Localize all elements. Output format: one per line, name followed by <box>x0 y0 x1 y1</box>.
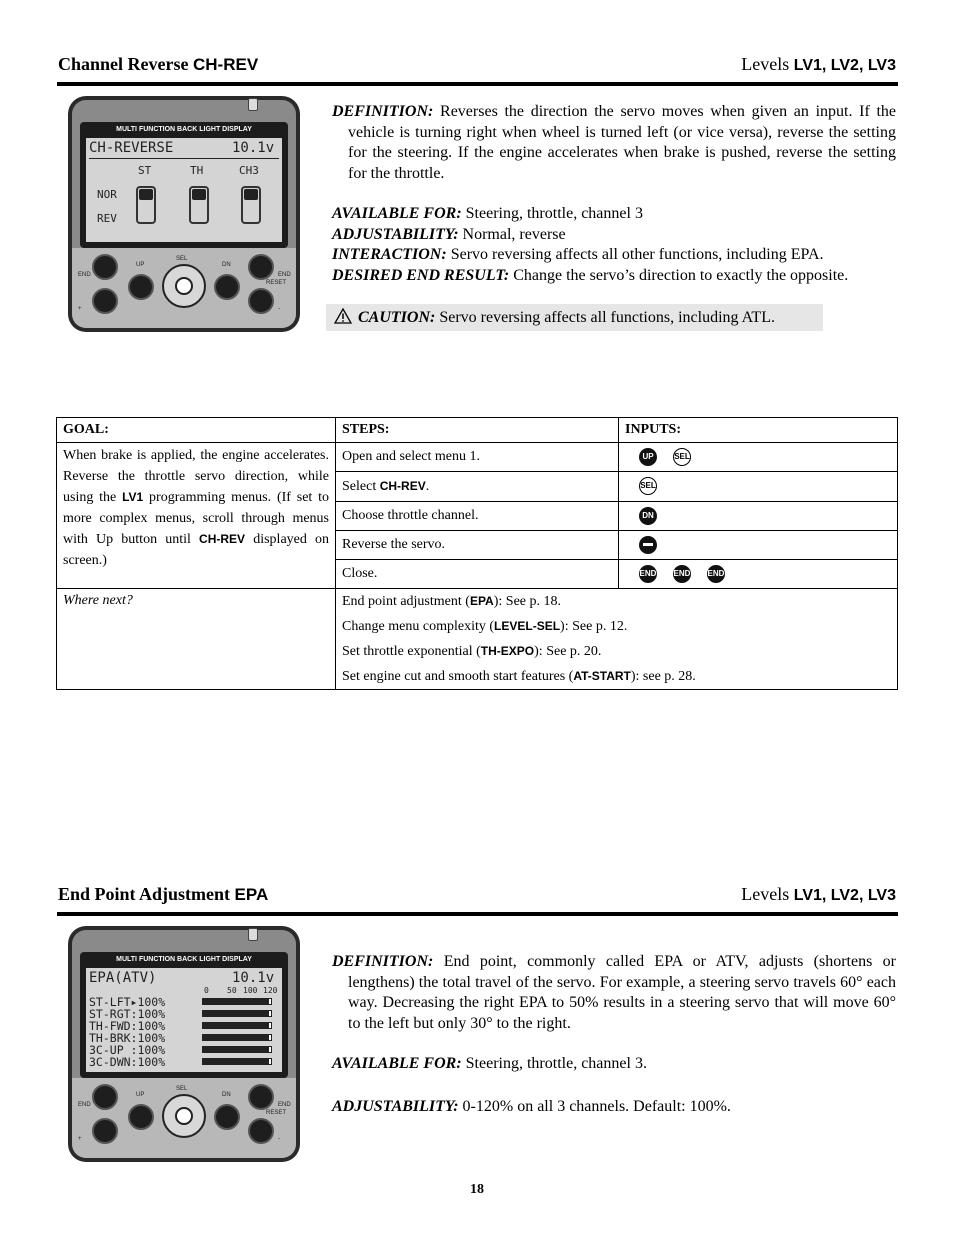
keypad <box>72 248 296 328</box>
plus-key <box>92 288 118 314</box>
epa-bar <box>202 1058 268 1065</box>
available-text: Steering, throttle, channel 3 <box>465 205 643 222</box>
end-key-right-label: END <box>278 1102 291 1108</box>
epa-bar <box>202 1034 268 1041</box>
epa-bar-tip <box>268 998 272 1005</box>
levels-code: LV1, LV2, LV3 <box>793 887 896 904</box>
epa-bar-tip <box>268 1058 272 1065</box>
scale-120: 120 <box>263 986 278 995</box>
step-text: Open and select menu 1. <box>336 443 619 472</box>
step-code: CH-REV <box>379 479 426 493</box>
desired-line <box>332 266 896 287</box>
end-button-icon: END <box>707 565 725 583</box>
header-steps: STEPS: <box>336 418 619 443</box>
epa-bar <box>202 1046 268 1053</box>
minus-key-label: - <box>278 306 280 312</box>
lcd-epa-rows <box>89 996 165 1068</box>
dn-key-label: DN <box>222 1092 231 1098</box>
lcd-screen <box>86 968 282 1072</box>
epa-bar <box>202 1010 268 1017</box>
step-inputs <box>619 443 898 472</box>
sel-key-label: SEL <box>176 256 188 262</box>
epa-description <box>332 952 896 1117</box>
step-text: Reverse the servo. <box>336 531 619 560</box>
available-text: Steering, throttle, channel 3. <box>465 1055 647 1072</box>
minus-key <box>248 288 274 314</box>
lcd-menu-bar: MULTI FUNCTION BACK LIGHT DISPLAY <box>116 126 252 133</box>
available-label: AVAILABLE FOR: <box>332 1055 462 1072</box>
item-suffix: ): See p. 12. <box>560 619 628 634</box>
goal-steps-table <box>56 417 898 690</box>
table-row <box>57 443 898 472</box>
switch-th <box>189 186 209 224</box>
levels-label-1 <box>741 54 896 75</box>
lcd-frame <box>80 122 288 248</box>
desired-label: DESIRED END RESULT: <box>332 266 510 284</box>
lcd-col-st: ST <box>138 164 152 177</box>
title-code: EPA <box>234 885 269 904</box>
minus-key <box>248 1118 274 1144</box>
adjust-label: ADJUSTABILITY: <box>332 1097 459 1115</box>
warning-icon <box>334 308 352 324</box>
where-next-label: Where next? <box>57 589 336 690</box>
item-code: AT-START <box>573 669 631 683</box>
title-code: CH-REV <box>192 55 259 74</box>
caution-text: Servo reversing affects all functions, including ATL. <box>439 309 775 326</box>
where-next-list <box>336 589 898 690</box>
definition-label: DEFINITION: <box>332 953 434 970</box>
list-item: TH-FWD:100% <box>89 1019 166 1033</box>
list-item <box>342 664 891 689</box>
title-text: End Point Adjustment <box>58 884 231 904</box>
end-key <box>92 254 118 280</box>
desired-text: Change the servo’s direction to exactly the opposite. <box>513 266 849 284</box>
step-inputs <box>619 502 898 531</box>
sel-key-label: SEL <box>176 1086 188 1092</box>
section-title-epa <box>58 884 268 905</box>
end-key-right <box>248 254 274 280</box>
transmitter-illustration <box>68 96 300 332</box>
goal-code-ch-rev: CH-REV <box>199 532 246 546</box>
end-key-label: END <box>78 272 91 278</box>
levels-text: Levels <box>741 54 790 74</box>
lcd-col-th: TH <box>190 164 204 177</box>
levels-text: Levels <box>741 884 790 904</box>
caution-box <box>326 304 823 331</box>
item-suffix: ): See p. 18. <box>493 594 561 609</box>
levels-code: LV1, LV2, LV3 <box>793 57 896 74</box>
end-key-right-label: END <box>278 272 291 278</box>
scale-0: 0 <box>204 986 209 995</box>
step-text-suffix: . <box>425 479 430 494</box>
lcd-title: CH-REVERSE <box>89 140 174 156</box>
step-text: Choose throttle channel. <box>336 502 619 531</box>
step-text-prefix: Select <box>342 479 380 494</box>
switch-ch3 <box>241 186 261 224</box>
goal-cell <box>57 443 336 589</box>
page-number: 18 <box>470 1182 484 1197</box>
epa-bar-tip <box>268 1046 272 1053</box>
adjust-line <box>332 1097 896 1118</box>
plus-key-label: + <box>78 1136 82 1142</box>
epa-bar-tip <box>268 1010 272 1017</box>
transmitter-illustration <box>68 926 300 1162</box>
adjust-line <box>332 225 896 246</box>
end-button-icon: END <box>639 565 657 583</box>
select-dial <box>162 1094 206 1138</box>
item-prefix: Change menu complexity ( <box>342 619 495 634</box>
dn-key-label: DN <box>222 262 231 268</box>
scale-50: 50 <box>227 986 237 995</box>
item-code: LEVEL-SEL <box>494 619 561 633</box>
caution-label: CAUTION: <box>358 309 436 326</box>
reset-label: RESET <box>266 280 287 286</box>
up-button-icon: UP <box>639 448 657 466</box>
epa-bar-tip <box>268 1022 272 1029</box>
step-text: Close. <box>336 560 619 589</box>
select-dial <box>162 264 206 308</box>
minus-button-icon <box>639 536 657 554</box>
dial-center <box>175 1107 193 1125</box>
item-code: EPA <box>469 594 494 608</box>
table-header-row <box>57 418 898 443</box>
switch-st <box>136 186 156 224</box>
dn-key <box>214 274 240 300</box>
list-item: ST-LFT▸100% <box>89 995 166 1009</box>
lcd-col-ch3: CH3 <box>239 164 259 177</box>
end-key-right <box>248 1084 274 1110</box>
header-rule <box>57 82 898 86</box>
goal-text-b: programming menus. (If set to more complex menus, scroll through menus with Up button until <box>63 490 330 547</box>
led-indicator <box>248 928 258 941</box>
sel-button-icon: SEL <box>639 477 657 495</box>
end-key <box>92 1084 118 1110</box>
item-suffix: ): See p. 20. <box>534 644 602 659</box>
up-key-label: UP <box>136 262 145 268</box>
interaction-text: Servo reversing affects all other functions, including EPA. <box>450 246 824 263</box>
item-code: TH-EXPO <box>480 644 535 658</box>
goal-code-lv1: LV1 <box>122 490 144 504</box>
keypad <box>72 1078 296 1158</box>
available-label: AVAILABLE FOR: <box>332 205 462 222</box>
goal-text-a: When brake is applied, the engine accelerates. Reverse the throttle servo direction, while using the <box>63 448 329 505</box>
sel-button-icon: SEL <box>673 448 691 466</box>
lcd-row-nor: NOR <box>97 188 117 201</box>
epa-bar <box>202 1022 268 1029</box>
reset-label: RESET <box>266 1110 287 1116</box>
ch-rev-description <box>332 102 896 286</box>
up-key-label: UP <box>136 1092 145 1098</box>
header-inputs: INPUTS: <box>619 418 898 443</box>
interaction-label: INTERACTION: <box>332 246 447 263</box>
step-inputs <box>619 472 898 502</box>
definition-label: DEFINITION: <box>332 103 434 120</box>
goal-text-c: displayed on screen.) <box>63 532 330 568</box>
item-prefix: Set throttle exponential ( <box>342 644 481 659</box>
list-item <box>342 589 891 614</box>
step-text <box>336 472 619 502</box>
minus-key-label: - <box>278 1136 280 1142</box>
plus-key <box>92 1118 118 1144</box>
plus-key-label: + <box>78 306 82 312</box>
available-line <box>332 1054 896 1075</box>
lcd-title: EPA(ATV) <box>89 970 157 986</box>
definition-text: Reverses the direction the servo moves when given an input. If the vehicle is turning right when wheel is turned left (or vice versa), reverse the setting for the steering. If the engine accelerates when brake is pushed, reverse the setting for the throttle. <box>348 103 897 182</box>
list-item <box>342 639 891 664</box>
scale-100: 100 <box>243 986 258 995</box>
led-indicator <box>248 98 258 111</box>
definition-paragraph <box>332 102 896 184</box>
item-suffix: ): see p. 28. <box>630 669 696 684</box>
list-item: 3C-DWN:100% <box>89 1055 166 1069</box>
step-inputs <box>619 560 898 589</box>
item-prefix: Set engine cut and smooth start features ( <box>342 669 574 684</box>
adjust-text: Normal, reverse <box>462 225 566 243</box>
title-text: Channel Reverse <box>58 54 189 74</box>
lcd-screen <box>86 138 282 242</box>
adjust-text: 0-120% on all 3 channels. Default: 100%. <box>462 1097 731 1115</box>
dn-button-icon: DN <box>639 507 657 525</box>
list-item: ST-RGT:100% <box>89 1007 166 1021</box>
epa-bar-tip <box>268 1034 272 1041</box>
item-prefix: End point adjustment ( <box>342 594 470 609</box>
lcd-row-rev: REV <box>97 212 117 225</box>
step-inputs <box>619 531 898 560</box>
lcd-menu-bar: MULTI FUNCTION BACK LIGHT DISPLAY <box>116 956 252 963</box>
adjust-label: ADJUSTABILITY: <box>332 225 459 243</box>
header-goal: GOAL: <box>57 418 336 443</box>
header-rule <box>57 912 898 916</box>
definition-paragraph <box>332 952 896 1034</box>
lcd-divider <box>89 158 279 159</box>
interaction-line <box>332 245 896 266</box>
lcd-frame <box>80 952 288 1078</box>
lcd-voltage: 10.1v <box>232 970 275 986</box>
available-line <box>332 204 896 225</box>
list-item: TH-BRK:100% <box>89 1031 166 1045</box>
up-key <box>128 1104 154 1130</box>
list-item <box>342 614 891 639</box>
section-title-ch-rev <box>58 54 258 75</box>
where-next-row <box>57 589 898 690</box>
epa-bar <box>202 998 268 1005</box>
dial-center <box>175 277 193 295</box>
up-key <box>128 274 154 300</box>
levels-label-2 <box>741 884 896 905</box>
end-button-icon: END <box>673 565 691 583</box>
definition-text: End point, commonly called EPA or ATV, adjusts (shortens or lengthens) the total travel of the servo. For example, a steering servo travels 60° each way. Decreasing the right EPA to 50% results in a steering servo that will move 60° to the left but only 30° to the right. <box>348 953 897 1032</box>
end-key-label: END <box>78 1102 91 1108</box>
dn-key <box>214 1104 240 1130</box>
lcd-voltage: 10.1v <box>232 140 275 156</box>
list-item: 3C-UP :100% <box>89 1043 166 1057</box>
